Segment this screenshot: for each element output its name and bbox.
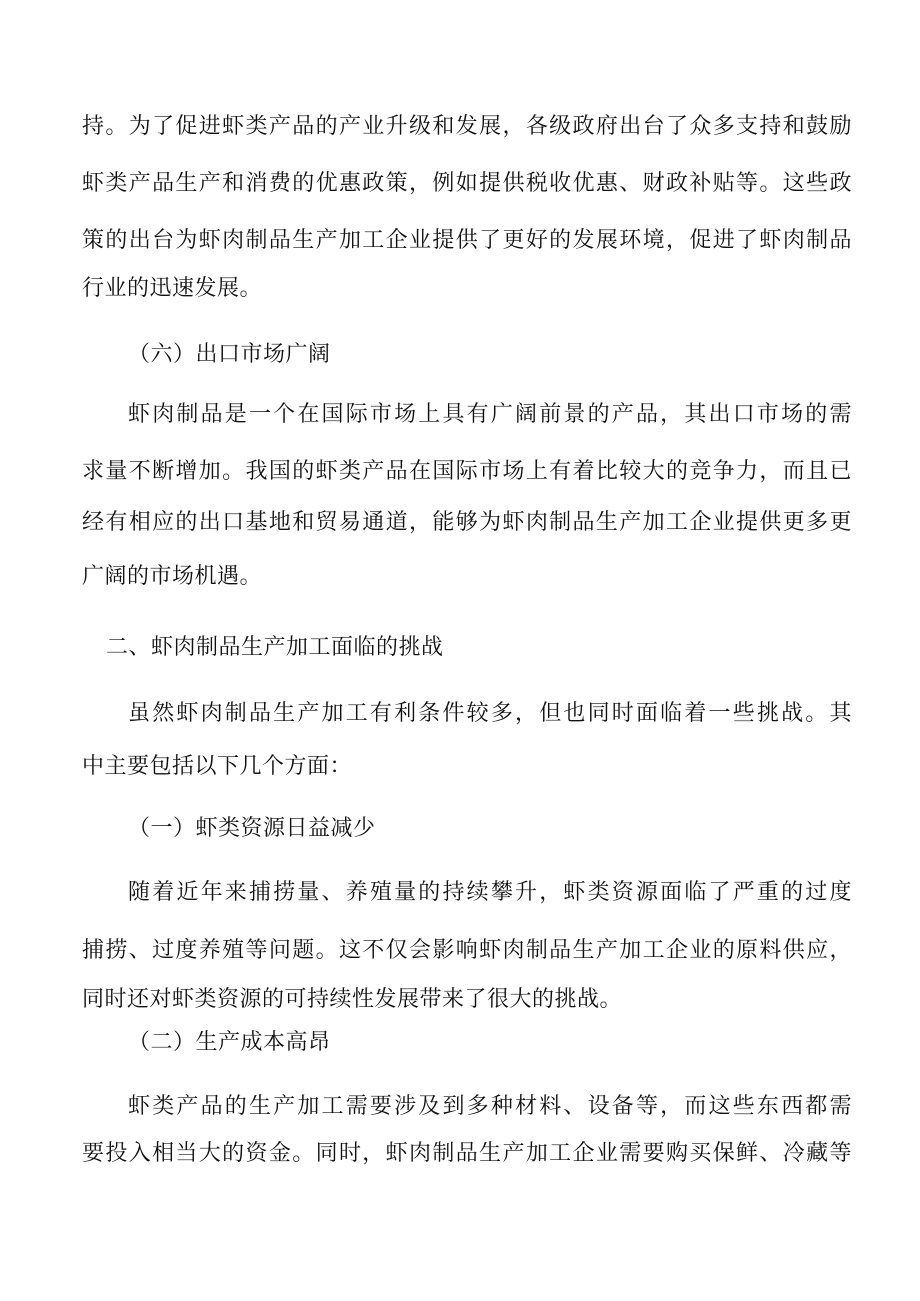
section-heading: （六）出口市场广阔 bbox=[128, 342, 331, 367]
paragraph-line: 广阔的市场机遇。 bbox=[82, 564, 263, 589]
chapter-heading: 二、虾肉制品生产加工面临的挑战 bbox=[106, 635, 444, 660]
paragraph-line: 中主要包括以下几个方面： bbox=[82, 754, 353, 779]
section-heading: （一）虾类资源日益减少 bbox=[128, 816, 376, 841]
paragraph-line: 策的出台为虾肉制品生产加工企业提供了更好的发展环境，促进了虾肉制品 bbox=[82, 228, 852, 253]
paragraph-line: 虾类产品生产和消费的优惠政策，例如提供税收优惠、财政补贴等。这些政 bbox=[82, 171, 852, 196]
paragraph-line: 持。为了促进虾类产品的产业升级和发展，各级政府出台了众多支持和鼓励 bbox=[82, 114, 852, 139]
section-heading: （二）生产成本高昂 bbox=[128, 1030, 331, 1055]
paragraph-line: 经有相应的出口基地和贸易通道，能够为虾肉制品生产加工企业提供更多更 bbox=[82, 510, 852, 535]
paragraph-line: 虾类产品的生产加工需要涉及到多种材料、设备等，而这些东西都需 bbox=[128, 1094, 852, 1119]
paragraph-line: 随着近年来捕捞量、养殖量的持续攀升，虾类资源面临了严重的过度 bbox=[128, 880, 852, 905]
paragraph-line: 虾肉制品是一个在国际市场上具有广阔前景的产品，其出口市场的需 bbox=[128, 402, 852, 427]
paragraph-line: 同时还对虾类资源的可持续性发展带来了很大的挑战。 bbox=[82, 987, 623, 1012]
paragraph-line: 求量不断增加。我国的虾类产品在国际市场上有着比较大的竞争力，而且已 bbox=[82, 459, 852, 484]
paragraph-line: 行业的迅速发展。 bbox=[82, 276, 263, 301]
paragraph-line: 虽然虾肉制品生产加工有利条件较多，但也同时面临着一些挑战。其 bbox=[128, 701, 852, 726]
paragraph-line: 捕捞、过度养殖等问题。这不仅会影响虾肉制品生产加工企业的原料供应， bbox=[82, 938, 852, 963]
paragraph-line: 要投入相当大的资金。同时，虾肉制品生产加工企业需要购买保鲜、冷藏等 bbox=[82, 1141, 852, 1166]
